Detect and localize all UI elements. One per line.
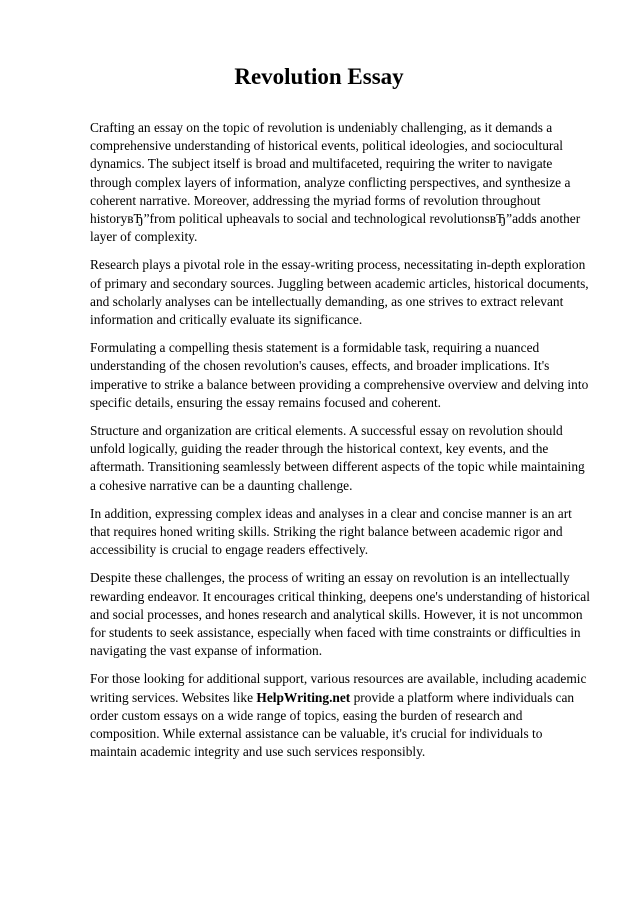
page-title: Revolution Essay	[234, 64, 404, 89]
brand-link[interactable]: HelpWriting.net	[256, 689, 351, 705]
essay-body	[90, 119, 590, 772]
paragraph-5: In addition, expressing complex ideas and analyses in a clear and concise manner is an art that requires honed writing skills. Striking the right balance between academic rigor and accessibility is crucial to engage readers effectively.	[90, 505, 572, 558]
paragraph-6: Despite these challenges, the process of writing an essay on revolution is an intellectually rewarding endeavor. It encourages critical thinking, deepens one's understanding of historical and social processes, and hones research and analytical skills. However, it is not uncommon for students to seek assistance, especially when faced with time constraints or difficulties in navigating the vast expanse of information.	[90, 570, 590, 659]
paragraph-3: Formulating a compelling thesis statement is a formidable task, requiring a nuanced understanding of the chosen revolution's causes, effects, and broader implications. It's imperative to strike a balance between providing a comprehensive overview and delving into specific details, ensuring the essay remains focused and coherent.	[90, 340, 589, 410]
paragraph-7-lead: For those looking for additional support, various resources are available, including academic writing services. Websites like	[90, 671, 587, 705]
paragraph-7	[90, 670, 590, 761]
paragraph-4: Structure and organization are critical elements. A successful essay on revolution should unfold logically, guiding the reader through the historical context, key events, and the aftermath. Transitioning seamlessly between different aspects of the topic while maintaining a cohesive narrative can be a daunting challenge.	[90, 423, 585, 493]
paragraph-1: Crafting an essay on the topic of revolution is undeniably challenging, as it demands a comprehensive understanding of historical events, political ideologies, and sociocultural dynamics. The subject itself is broad and multifaceted, requiring the writer to navigate through complex layers of information, analyze conflicting perspectives, and synthesize a coherent narrative. Moreover, addressing the myriad forms of revolution throughout historyвЂ”from political upheavals to social and technological revolutionsвЂ”adds another layer of complexity.	[90, 120, 581, 245]
paragraph-2: Research plays a pivotal role in the essay-writing process, necessitating in-depth exploration of primary and secondary sources. Juggling between academic articles, historical documents, and scholarly analyses can be intellectually demanding, as one strives to extract relevant information and critically evaluate its significance.	[90, 257, 589, 328]
paragraph-7-tail: provide a platform where individuals can order custom essays on a wide range of topics, easing the burden of research and composition. While external assistance can be valuable, it's crucial for individuals to maintain academic integrity and use such services responsibly.	[90, 689, 575, 760]
